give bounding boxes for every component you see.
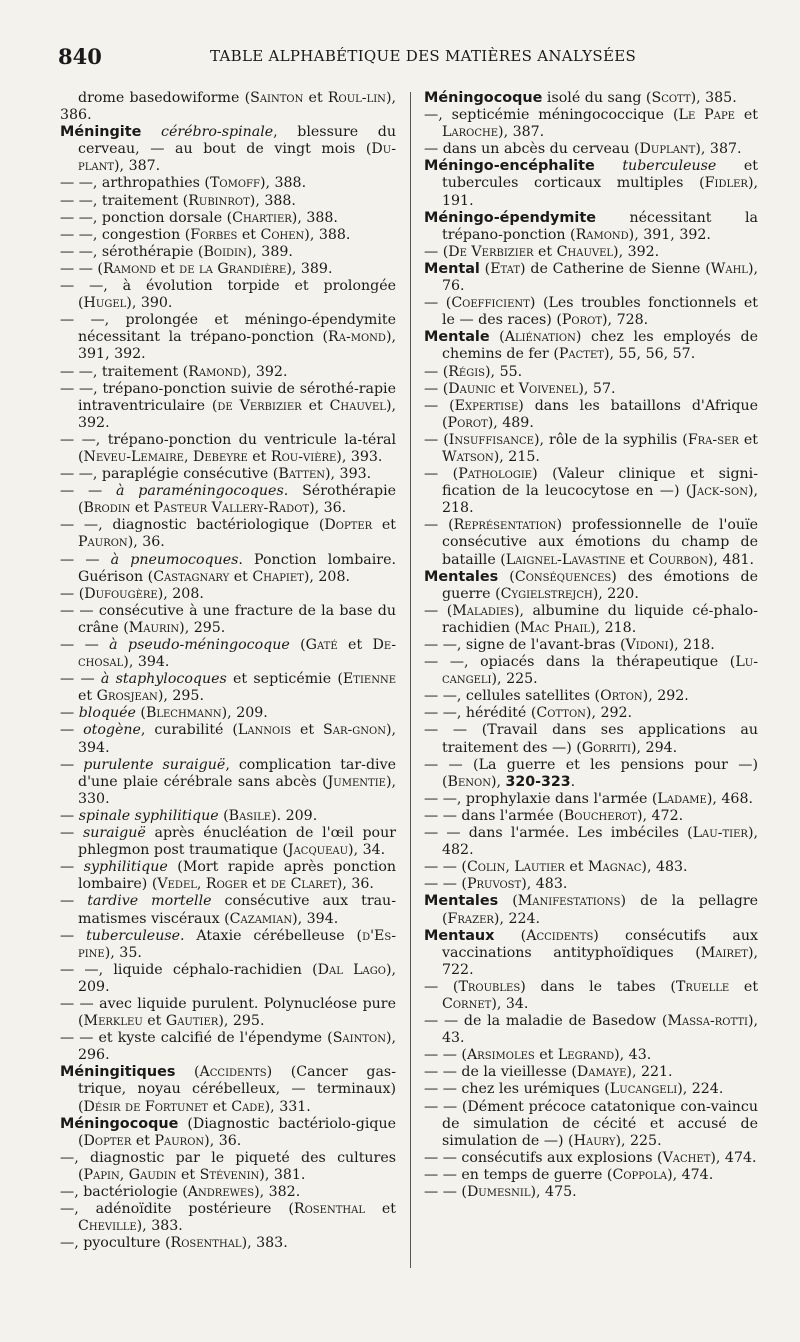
index-entry: Mentales (Conséquences) des émotions de guerre (Cygielstrejch), 220. — [424, 568, 758, 602]
index-entry: — (Expertise) dans les bataillons d'Afrique (Porot), 489. — [424, 397, 758, 431]
index-entry: — (Insuffisance), rôle de la syphilis (Fra-ser et Watson), 215. — [424, 431, 759, 465]
index-entry: — — (Pruvost), 483. — [424, 876, 568, 893]
index-entry: — —, congestion (Forbes et Cohen), 388. — [60, 226, 351, 243]
index-entry: — —, hérédité (Cotton), 292. — [424, 705, 633, 722]
index-entry: — (Représentation) professionnelle de l'ouïe consécutive aux émotions du champ de bataille (Laignel-Lavastine et Courbon), 481. — [424, 517, 759, 568]
index-entry: — —, ponction dorsale (Chartier), 388. — [60, 209, 338, 226]
index-entry: — —, sérothérapie (Boidin), 389. — [60, 243, 293, 260]
column-rule — [410, 92, 411, 1268]
index-entry: — syphilitique (Mort rapide après ponction lombaire) (Vedel, Roger et de Claret), 36. — [60, 859, 396, 893]
index-entry: Mentale (Aliénation) chez les employés de chemins de fer (Pactet), 55, 56, 57. — [424, 329, 758, 363]
index-entry: — — et kyste calcifié de l'épendyme (Sainton), 296. — [60, 1030, 396, 1064]
index-entry: — — (Travail dans ses applications au traitement des —) (Gorriti), 294. — [424, 722, 758, 756]
index-entry: — — consécutive à une fracture de la base du crâne (Maurin), 295. — [60, 602, 396, 636]
running-head: TABLE ALPHABÉTIQUE DES MATIÈRES ANALYSÉES — [210, 47, 637, 65]
index-entry: Méningo-épendymite nécessitant la trépano-ponction (Ramond), 391, 392. — [424, 209, 758, 243]
index-entry: Méningite cérébro-spinale, blessure du cerveau, — au bout de vingt mois (Du-plant), 387. — [60, 124, 396, 175]
index-entry: — —, prolongée et méningo-épendymite nécessitant la trépano-ponction (Ra-mond), 391, 392. — [60, 312, 396, 363]
index-entry: — (Troubles) dans le tabes (Truelle et Cornet), 34. — [424, 978, 759, 1012]
index-entry: — spinale syphilitique (Basile). 209. — [60, 807, 318, 824]
index-entry: — —, à évolution torpide et prolongée (Hugel), 390. — [60, 278, 396, 312]
index-entry: — (Coefficient) (Les troubles fonctionnels et le — des races) (Porot), 728. — [424, 295, 758, 329]
index-column-left — [60, 90, 396, 1252]
index-entry: — — dans l'armée. Les imbéciles (Lau-tier), 482. — [424, 825, 758, 859]
index-entry: —, diagnostic par le piqueté des cultures (Papin, Gaudin et Stévenin), 381. — [60, 1149, 396, 1183]
index-entry: — — chez les urémiques (Lucangeli), 224. — [424, 1081, 724, 1098]
index-entry: — —, prophylaxie dans l'armée (Ladame), 468. — [424, 790, 753, 807]
index-entry: Mental (Etat) de Catherine de Sienne (Wahl), 76. — [424, 260, 758, 295]
index-entry: — dans un abcès du cerveau (Duplant), 387. — [424, 141, 742, 158]
index-entry: — — à paraméningocoques. Sérothérapie (Brodin et Pasteur Vallery-Radot), 36. — [60, 483, 397, 517]
index-entry: —, pyoculture (Rosenthal), 383. — [60, 1235, 288, 1252]
index-entry: —, adénoïdite postérieure (Rosenthal et Cheville), 383. — [60, 1201, 396, 1235]
index-entry: Mentales (Manifestations) de la pellagre (Frazer), 224. — [424, 893, 758, 927]
index-entry: — — (Colin, Lautier et Magnac), 483. — [424, 859, 688, 876]
index-entry: Méningo-encéphalite tuberculeuse et tubercules corticaux multiples (Fidler), 191. — [424, 158, 759, 209]
index-entry: — (Régis), 55. — [424, 363, 523, 380]
index-entry: — otogène, curabilité (Lannois et Sar-gnon), 394. — [60, 722, 396, 756]
index-entry: — — en temps de guerre (Coppola), 474. — [424, 1166, 714, 1183]
index-entry: —, bactériologie (Andrewes), 382. — [60, 1184, 301, 1200]
index-entry: — — à pneumocoques. Ponction lombaire. Guérison (Castagnary et Chapiet), 208. — [60, 551, 396, 585]
index-entry: — — (La guerre et les pensions pour —) (Benon), 320-323. — [424, 756, 758, 790]
index-entry: — — (Dumesnil), 475. — [424, 1184, 577, 1200]
index-entry: — —, opiacés dans la thérapeutique (Lu-cangeli), 225. — [424, 654, 758, 688]
index-entry: drome basedowiforme (Sainton et Roul-lin), 386. — [60, 90, 396, 124]
index-entry: —, septicémie méningococcique (Le Pape et Laroche), 387. — [424, 107, 759, 141]
index-entry: Méningitiques (Accidents) (Cancer gas-trique, noyau cérébelleux, — terminaux) (Désir de Fortunet et Cade), 331. — [60, 1064, 397, 1115]
index-entry: — — (Arsimoles et Legrand), 43. — [424, 1047, 652, 1064]
index-entry: — suraiguë après énucléation de l'œil pour phlegmon post traumatique (Jacqueau), 34. — [60, 825, 396, 859]
index-entry: — — à pseudo-méningocoque (Gaté et De-chosal), 394. — [60, 637, 397, 671]
index-entry: — — de la vieillesse (Damaye), 221. — [424, 1064, 673, 1081]
index-column-right — [424, 90, 758, 1201]
index-entry: — —, arthropathies (Tomoff), 388. — [60, 175, 307, 192]
index-entry: — — (Dément précoce catatonique con-vaincu de simulation de cécité et accusé de simulation de —) (Haury), 225. — [424, 1098, 758, 1149]
index-entry: — —, paraplégie consécutive (Batten), 393. — [60, 466, 372, 483]
index-entry: — —, diagnostic bactériologique (Dopter et Pauron), 36. — [60, 517, 397, 551]
index-entry: — — de la maladie de Basedow (Massa-rotti), 43. — [424, 1013, 758, 1047]
index-entry: — — dans l'armée (Boucherot), 472. — [424, 807, 684, 824]
index-entry: — —, liquide céphalo-rachidien (Dal Lago), 209. — [60, 961, 397, 995]
index-entry: — — consécutifs aux explosions (Vachet), 474. — [424, 1149, 757, 1166]
index-entry: — —, traitement (Ramond), 392. — [60, 363, 288, 380]
index-entry: — (Pathologie) (Valeur clinique et signi-fication de la leucocytose en —) (Jack-son), 218. — [424, 466, 759, 517]
index-entry: — —, cellules satellites (Orton), 292. — [424, 688, 689, 705]
index-entry: — — à staphylocoques et septicémie (Etienne et Grosjean), 295. — [60, 671, 396, 705]
index-entry: Méningocoque isolé du sang (Scott), 385. — [424, 90, 737, 106]
index-entry: Méningocoque (Diagnostic bactériolo-gique (Dopter et Pauron), 36. — [60, 1115, 396, 1149]
index-entry: — purulente suraiguë, complication tar-dive d'une plaie cérébrale sans abcès (Jumentie), 330. — [60, 756, 396, 807]
index-entry: — tuberculeuse. Ataxie cérébelleuse (d'Es-pine), 35. — [60, 927, 396, 961]
index-entry: — — (Ramond et de la Grandière), 389. — [60, 260, 333, 277]
index-entry: — (De Verbizier et Chauvel), 392. — [424, 243, 660, 260]
index-entry: — bloquée (Blechmann), 209. — [60, 705, 268, 722]
index-entry: — (Maladies), albumine du liquide cé-phalo-rachidien (Mac Phail), 218. — [424, 602, 758, 636]
index-entry: — —, trépano-ponction suivie de sérothé-rapie intraventriculaire (de Verbizier et Chauvel), 392. — [60, 380, 396, 431]
page-number: 840 — [58, 44, 102, 69]
index-entry: — tardive mortelle consécutive aux trau-matismes viscéraux (Cazamian), 394. — [60, 893, 396, 927]
index-entry: — (Dufougère), 208. — [60, 585, 204, 602]
index-entry: — (Daunic et Voivenel), 57. — [424, 380, 616, 397]
index-entry: — —, trépano-ponction du ventricule la-téral (Neveu-Lemaire, Debeyre et Rou-vière), 393. — [60, 431, 396, 465]
index-entry: — —, traitement (Rubinrot), 388. — [60, 192, 296, 209]
index-entry: — —, signe de l'avant-bras (Vidoni), 218. — [424, 637, 715, 653]
index-entry: — — avec liquide purulent. Polynucléose pure (Merkleu et Gautier), 295. — [60, 995, 396, 1030]
index-entry: Mentaux (Accidents) consécutifs aux vaccinations antityphoïdiques (Mairet), 722. — [424, 927, 758, 978]
